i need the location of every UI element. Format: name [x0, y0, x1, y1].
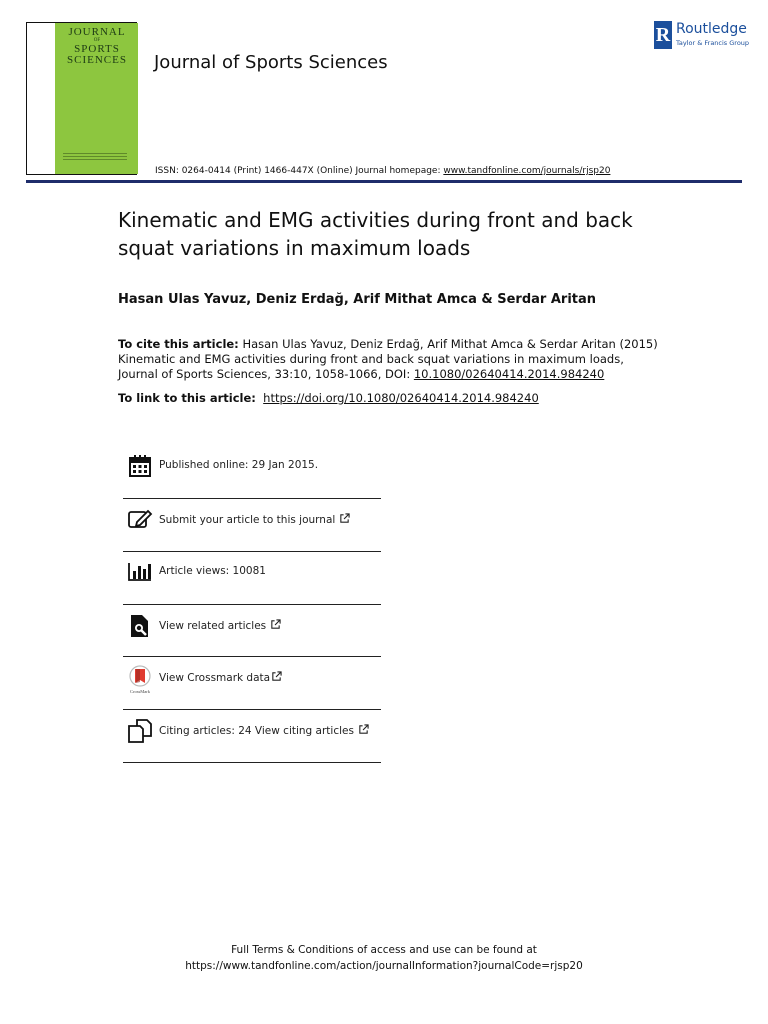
submit-article-label: Submit your article to this journal — [159, 513, 350, 526]
divider — [123, 762, 381, 763]
citation-block — [118, 337, 658, 382]
page-footer — [0, 942, 768, 974]
divider — [123, 551, 381, 552]
citing-articles-label: Citing articles: 24 View citing articles — [159, 724, 369, 737]
article-link-line — [118, 391, 539, 405]
article-doi-link[interactable]: https://doi.org/10.1080/02640414.2014.984240 — [263, 391, 539, 405]
cite-text: Hasan Ulas Yavuz, Deniz Erdağ, Arif Mithat Amca & Serdar Aritan (2015) Kinematic and EMG activities during front and back squat variations in maximum loads, Journal of Sports Sciences, 33:10, 1058-1066, DOI: — [118, 337, 658, 381]
article-authors: Hasan Ulas Yavuz, Deniz Erdağ, Arif Mithat Amca & Serdar Aritan — [118, 292, 597, 307]
cite-label: To cite this article: — [118, 337, 239, 351]
crossmark-label: View Crossmark data — [159, 671, 282, 684]
calendar-icon — [127, 453, 153, 479]
search-document-icon — [127, 613, 153, 639]
issn-line — [155, 166, 610, 176]
journal-cover-image — [26, 22, 137, 175]
article-views-label: Article views: 10081 — [159, 565, 266, 577]
external-link-icon — [358, 724, 369, 735]
cover-stripe — [27, 23, 56, 174]
publisher-name: Routledge — [676, 21, 747, 37]
cover-line-sports: SPORTS — [74, 43, 120, 55]
crossmark-icon-text: CrossMark — [130, 689, 150, 694]
bar-chart-icon — [127, 559, 153, 585]
divider — [123, 709, 381, 710]
external-link-icon — [339, 513, 350, 524]
routledge-logo-icon — [654, 21, 672, 49]
article-title: Kinematic and EMG activities during front and back squat variations in maximum loads — [118, 208, 633, 260]
footer-terms-link[interactable]: https://www.tandfonline.com/action/journalInformation?journalCode=rjsp20 — [185, 960, 583, 972]
crossmark-icon — [127, 665, 153, 695]
external-link-icon — [271, 671, 282, 682]
cover-title — [57, 27, 137, 66]
journal-title[interactable]: Journal of Sports Sciences — [154, 52, 388, 73]
documents-icon — [127, 718, 153, 744]
cover-line-of: OF — [93, 38, 101, 43]
published-online-label: Published online: 29 Jan 2015. — [159, 459, 319, 471]
edit-icon — [127, 507, 153, 533]
cover-line-sciences: SCIENCES — [67, 54, 127, 66]
header-divider — [26, 180, 742, 183]
journal-homepage-link[interactable]: www.tandfonline.com/journals/rjsp20 — [443, 166, 611, 176]
related-articles-label: View related articles — [159, 619, 281, 632]
svg-text:R: R — [655, 24, 671, 46]
divider — [123, 498, 381, 499]
cover-line-journal: JOURNAL — [68, 26, 126, 38]
external-link-icon — [270, 619, 281, 630]
cite-doi-link[interactable]: 10.1080/02640414.2014.984240 — [413, 367, 605, 381]
footer-line-1: Full Terms & Conditions of access and use can be found at — [231, 944, 537, 956]
divider — [123, 656, 381, 657]
issn-text: ISSN: 0264-0414 (Print) 1466-447X (Online) Journal homepage: — [155, 166, 444, 176]
cover-footer-lines — [63, 151, 127, 161]
related-articles-item[interactable] — [123, 613, 381, 665]
publisher-subtitle: Taylor & Francis Group — [676, 39, 750, 47]
divider — [123, 604, 381, 605]
link-label: To link to this article: — [118, 391, 256, 405]
